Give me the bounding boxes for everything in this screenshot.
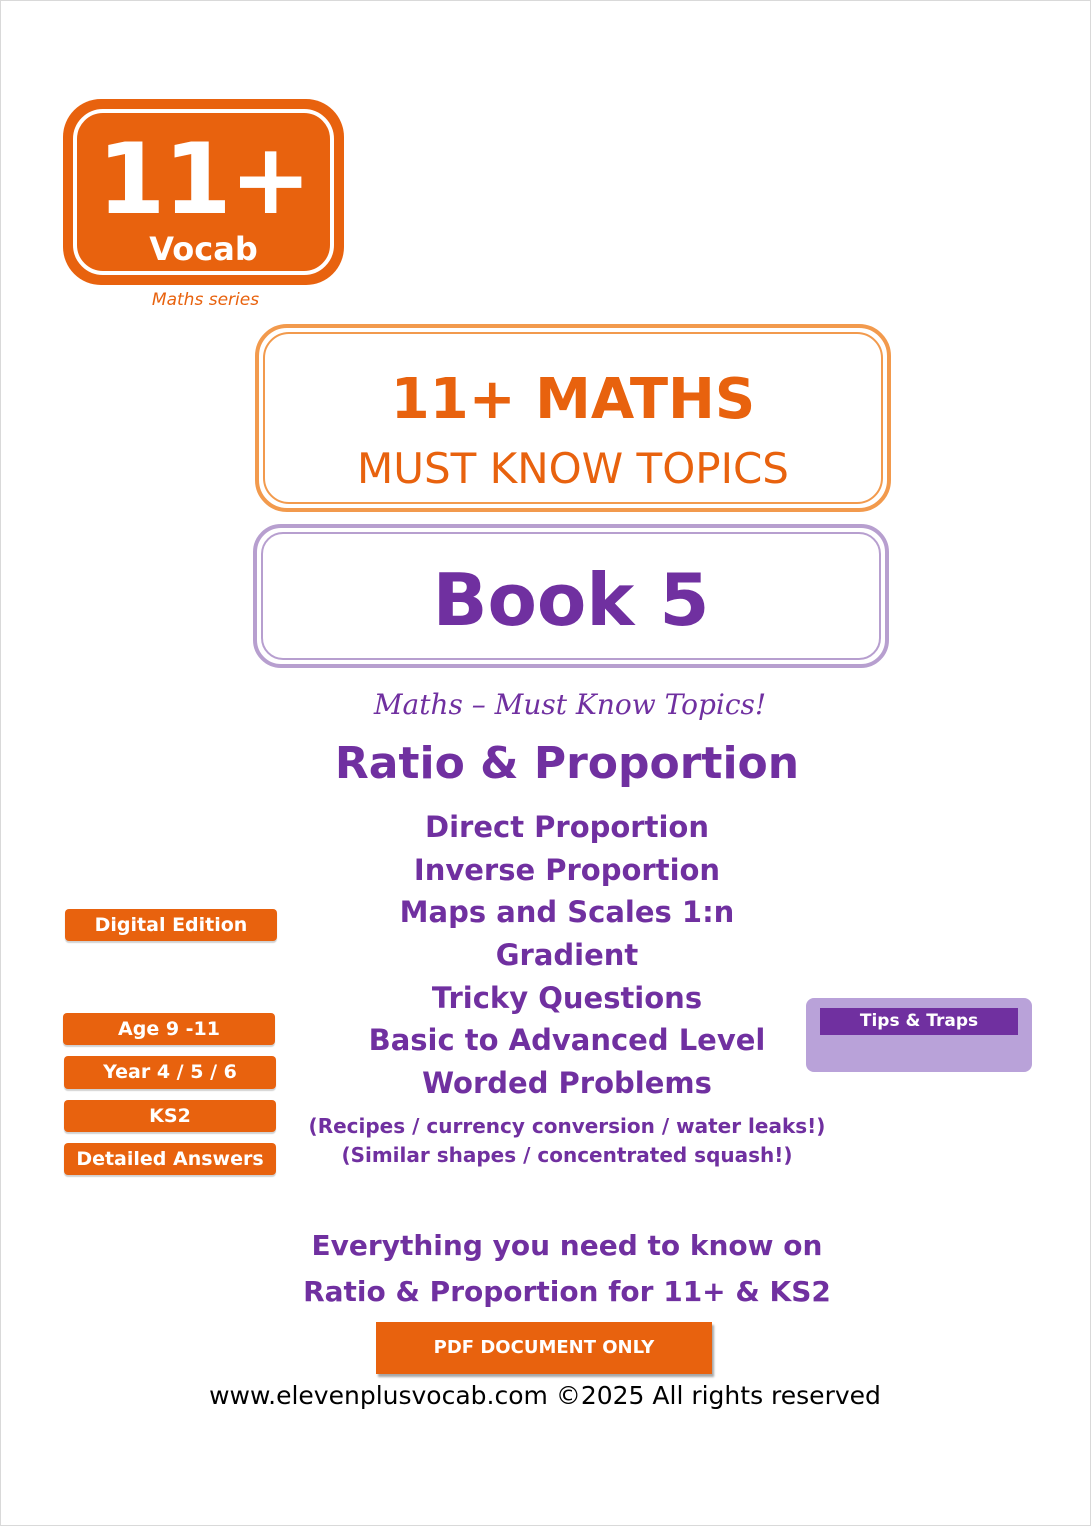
title-main: 11+ MATHS bbox=[390, 367, 756, 432]
book-number: Book 5 bbox=[432, 558, 710, 642]
topic-item: Maps and Scales 1:n bbox=[399, 895, 735, 930]
topic-item: Inverse Proportion bbox=[413, 852, 721, 887]
summary-line: Everything you need to know on bbox=[311, 1229, 823, 1262]
logo-caption: Maths series bbox=[151, 290, 260, 310]
topic-list bbox=[250, 806, 884, 1105]
summary bbox=[250, 1223, 884, 1315]
topic-item: Worded Problems bbox=[422, 1066, 712, 1101]
tips-line: Tips & Traps bbox=[859, 1011, 979, 1031]
ks2-badge: KS2 bbox=[64, 1100, 276, 1132]
topic-heading: Ratio & Proportion bbox=[334, 738, 800, 789]
answers-badge: Detailed Answers bbox=[64, 1143, 276, 1175]
logo-number: 11+ bbox=[97, 123, 310, 237]
year-badge: Year 4 / 5 / 6 bbox=[64, 1056, 276, 1089]
title-sub: MUST KNOW TOPICS bbox=[357, 444, 789, 493]
topic-item: Direct Proportion bbox=[425, 810, 709, 844]
tips-divider bbox=[820, 1035, 1018, 1062]
note-item: (Recipes / currency conversion / water leaks!) bbox=[308, 1114, 826, 1138]
book-box bbox=[253, 524, 889, 668]
title-box bbox=[255, 324, 891, 512]
topic-item: Gradient bbox=[495, 938, 639, 973]
logo-frame bbox=[73, 109, 334, 275]
age-badge: Age 9 -11 bbox=[63, 1013, 275, 1045]
tips-label bbox=[820, 1008, 1018, 1062]
digital-edition-badge: Digital Edition bbox=[65, 909, 277, 941]
summary-line: Ratio & Proportion for 11+ & KS2 bbox=[303, 1275, 831, 1308]
topic-notes bbox=[250, 1112, 884, 1170]
topic-item: Basic to Advanced Level bbox=[368, 1023, 766, 1058]
brand-logo bbox=[63, 99, 344, 285]
tagline: Maths – Must Know Topics! bbox=[373, 688, 767, 721]
tips-box bbox=[806, 998, 1032, 1072]
note-item: (Similar shapes / concentrated squash!) bbox=[341, 1143, 793, 1167]
topic-item: Tricky Questions bbox=[431, 980, 703, 1015]
title-box-frame bbox=[263, 332, 883, 504]
book-box-frame bbox=[261, 532, 881, 660]
logo-word: Vocab bbox=[149, 230, 258, 268]
pdf-only-button: PDF DOCUMENT ONLY bbox=[376, 1322, 712, 1374]
footer-copyright: www.elevenplusvocab.com ©2025 All rights reserved bbox=[209, 1381, 881, 1410]
